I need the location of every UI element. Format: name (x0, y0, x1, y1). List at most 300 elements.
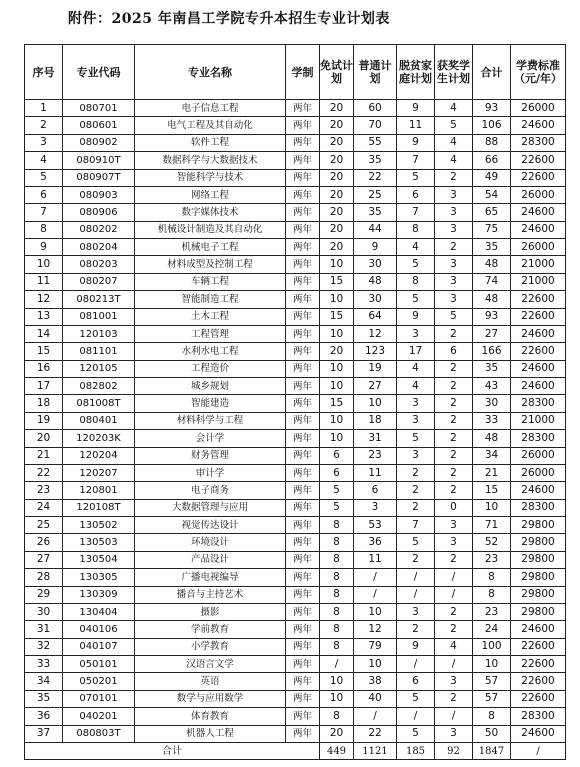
cell-regular: / (354, 569, 397, 586)
cell-no: 19 (25, 412, 63, 429)
cell-poor: 3 (397, 412, 435, 429)
cell-total: 10 (473, 656, 511, 673)
cell-total: 57 (473, 673, 511, 690)
cell-total: 65 (473, 204, 511, 221)
total-exempt: 449 (320, 742, 354, 759)
cell-fee: 22600 (511, 690, 566, 707)
cell-award: 0 (435, 499, 473, 516)
cell-award: 2 (435, 239, 473, 256)
cell-fee: 24600 (511, 117, 566, 134)
cell-exempt: 20 (320, 117, 354, 134)
cell-name: 水利水电工程 (135, 343, 286, 360)
cell-total: 27 (473, 325, 511, 342)
table-row (25, 169, 566, 186)
cell-total: 48 (473, 256, 511, 273)
cell-name: 数字媒体技术 (135, 204, 286, 221)
cell-poor: 7 (397, 517, 435, 534)
cell-name: 大数据管理与应用 (135, 499, 286, 516)
table-row (25, 395, 566, 412)
table-row (25, 673, 566, 690)
cell-term: 两年 (286, 569, 320, 586)
cell-no: 35 (25, 690, 63, 707)
table-row (25, 273, 566, 290)
cell-total: 43 (473, 378, 511, 395)
cell-exempt: 15 (320, 395, 354, 412)
cell-code: 120203K (63, 430, 135, 447)
cell-regular: 11 (354, 464, 397, 481)
header-name: 专业名称 (135, 45, 286, 100)
cell-total: 93 (473, 100, 511, 117)
cell-fee: 24600 (511, 325, 566, 342)
cell-fee: 24600 (511, 482, 566, 499)
table-row (25, 100, 566, 117)
cell-total: 33 (473, 412, 511, 429)
cell-exempt: 20 (320, 100, 354, 117)
cell-name: 英语 (135, 673, 286, 690)
cell-name: 广播电视编导 (135, 569, 286, 586)
cell-total: 48 (473, 291, 511, 308)
cell-poor: 5 (397, 291, 435, 308)
table-row (25, 708, 566, 725)
cell-poor: 2 (397, 482, 435, 499)
table-row (25, 534, 566, 551)
cell-no: 18 (25, 395, 63, 412)
cell-poor: 4 (397, 378, 435, 395)
cell-poor: 2 (397, 551, 435, 568)
cell-code: 080207 (63, 273, 135, 290)
cell-total: 88 (473, 134, 511, 151)
cell-regular: 27 (354, 378, 397, 395)
cell-code: 120801 (63, 482, 135, 499)
cell-no: 37 (25, 725, 63, 742)
cell-name: 会计学 (135, 430, 286, 447)
cell-term: 两年 (286, 673, 320, 690)
cell-award: 2 (435, 169, 473, 186)
cell-exempt: 20 (320, 239, 354, 256)
cell-term: 两年 (286, 204, 320, 221)
cell-poor: 8 (397, 273, 435, 290)
cell-award: 3 (435, 204, 473, 221)
cell-regular: 64 (354, 308, 397, 325)
table-row (25, 447, 566, 464)
cell-total: 10 (473, 499, 511, 516)
total-regular: 1121 (354, 742, 397, 759)
cell-term: 两年 (286, 690, 320, 707)
cell-code: 130503 (63, 534, 135, 551)
cell-code: 081101 (63, 343, 135, 360)
cell-no: 20 (25, 430, 63, 447)
header-exempt-label: 免试计划 (320, 59, 353, 85)
cell-exempt: 8 (320, 517, 354, 534)
cell-term: 两年 (286, 430, 320, 447)
cell-total: 15 (473, 482, 511, 499)
cell-term: 两年 (286, 603, 320, 620)
cell-no: 34 (25, 673, 63, 690)
cell-exempt: 10 (320, 430, 354, 447)
cell-name: 城乡规划 (135, 378, 286, 395)
cell-code: 120207 (63, 464, 135, 481)
cell-poor: 5 (397, 169, 435, 186)
cell-name: 网络工程 (135, 186, 286, 203)
cell-exempt: 20 (320, 725, 354, 742)
cell-regular: 10 (354, 395, 397, 412)
cell-code: 081008T (63, 395, 135, 412)
header-total: 合计 (473, 45, 511, 100)
cell-code: 080213T (63, 291, 135, 308)
cell-award: 4 (435, 152, 473, 169)
total-award: 92 (435, 742, 473, 759)
cell-name: 电子信息工程 (135, 100, 286, 117)
cell-total: 24 (473, 621, 511, 638)
total-label: 合计 (25, 742, 320, 759)
cell-term: 两年 (286, 378, 320, 395)
cell-regular: / (354, 586, 397, 603)
cell-award: / (435, 656, 473, 673)
table-row (25, 152, 566, 169)
cell-name: 材料成型及控制工程 (135, 256, 286, 273)
cell-fee: 28300 (511, 134, 566, 151)
cell-award: 4 (435, 134, 473, 151)
cell-fee: 29800 (511, 517, 566, 534)
header-poor (397, 45, 435, 100)
cell-code: 080906 (63, 204, 135, 221)
cell-code: 080401 (63, 412, 135, 429)
cell-total: 8 (473, 569, 511, 586)
cell-regular: 19 (354, 360, 397, 377)
cell-exempt: 8 (320, 621, 354, 638)
cell-code: 080204 (63, 239, 135, 256)
cell-exempt: 8 (320, 534, 354, 551)
total-total: 1847 (473, 742, 511, 759)
cell-code: 080203 (63, 256, 135, 273)
cell-poor: 5 (397, 534, 435, 551)
cell-award: 3 (435, 273, 473, 290)
table-row (25, 412, 566, 429)
cell-term: 两年 (286, 586, 320, 603)
cell-name: 工程造价 (135, 360, 286, 377)
cell-total: 54 (473, 186, 511, 203)
cell-term: 两年 (286, 239, 320, 256)
table-row (25, 482, 566, 499)
cell-poor: / (397, 569, 435, 586)
header-award (435, 45, 473, 100)
cell-total: 35 (473, 239, 511, 256)
cell-regular: 22 (354, 169, 397, 186)
cell-term: 两年 (286, 221, 320, 238)
cell-name: 智能科学与技术 (135, 169, 286, 186)
cell-name: 体育教育 (135, 708, 286, 725)
cell-exempt: 20 (320, 169, 354, 186)
cell-term: 两年 (286, 499, 320, 516)
table-row (25, 499, 566, 516)
cell-name: 智能制造工程 (135, 291, 286, 308)
cell-total: 23 (473, 551, 511, 568)
cell-poor: 5 (397, 725, 435, 742)
cell-total: 166 (473, 343, 511, 360)
total-poor: 185 (397, 742, 435, 759)
cell-poor: 9 (397, 308, 435, 325)
cell-regular: 48 (354, 273, 397, 290)
cell-poor: / (397, 656, 435, 673)
cell-fee: 28300 (511, 395, 566, 412)
cell-exempt: 10 (320, 690, 354, 707)
cell-no: 30 (25, 603, 63, 620)
cell-fee: 24600 (511, 221, 566, 238)
table-row (25, 308, 566, 325)
cell-code: 080902 (63, 134, 135, 151)
cell-exempt: 10 (320, 291, 354, 308)
cell-poor: / (397, 586, 435, 603)
cell-fee: 29800 (511, 603, 566, 620)
cell-total: 8 (473, 586, 511, 603)
cell-fee: 22600 (511, 673, 566, 690)
cell-fee: 28300 (511, 430, 566, 447)
cell-award: / (435, 708, 473, 725)
table-row (25, 360, 566, 377)
cell-no: 6 (25, 186, 63, 203)
cell-award: / (435, 586, 473, 603)
cell-term: 两年 (286, 100, 320, 117)
cell-award: 5 (435, 117, 473, 134)
cell-poor: 8 (397, 221, 435, 238)
cell-total: 30 (473, 395, 511, 412)
cell-award: 3 (435, 534, 473, 551)
cell-code: 070101 (63, 690, 135, 707)
cell-name: 数学与应用数学 (135, 690, 286, 707)
cell-name: 电子商务 (135, 482, 286, 499)
cell-term: 两年 (286, 325, 320, 342)
cell-fee: 29800 (511, 569, 566, 586)
cell-term: 两年 (286, 186, 320, 203)
header-term: 学制 (286, 45, 320, 100)
cell-regular: 44 (354, 221, 397, 238)
table-row (25, 517, 566, 534)
cell-term: 两年 (286, 134, 320, 151)
cell-exempt: / (320, 656, 354, 673)
cell-regular: / (354, 708, 397, 725)
cell-name: 工程管理 (135, 325, 286, 342)
cell-exempt: 5 (320, 499, 354, 516)
header-exempt (320, 45, 354, 100)
cell-award: 2 (435, 378, 473, 395)
cell-fee: 22600 (511, 308, 566, 325)
cell-term: 两年 (286, 395, 320, 412)
cell-regular: 123 (354, 343, 397, 360)
total-row (25, 742, 566, 759)
cell-code: 040201 (63, 708, 135, 725)
cell-name: 机器人工程 (135, 725, 286, 742)
cell-exempt: 15 (320, 308, 354, 325)
cell-fee: 24600 (511, 378, 566, 395)
cell-no: 29 (25, 586, 63, 603)
cell-name: 学前教育 (135, 621, 286, 638)
cell-exempt: 10 (320, 256, 354, 273)
cell-term: 两年 (286, 551, 320, 568)
cell-total: 50 (473, 725, 511, 742)
cell-exempt: 20 (320, 186, 354, 203)
table-row (25, 256, 566, 273)
header-fee (511, 45, 566, 100)
cell-exempt: 8 (320, 551, 354, 568)
cell-code: 080202 (63, 221, 135, 238)
cell-code: 120105 (63, 360, 135, 377)
cell-fee: 21000 (511, 256, 566, 273)
cell-fee: 22600 (511, 152, 566, 169)
cell-regular: 53 (354, 517, 397, 534)
cell-code: 080803T (63, 725, 135, 742)
table-row (25, 690, 566, 707)
cell-total: 74 (473, 273, 511, 290)
table-row (25, 430, 566, 447)
cell-name: 环境设计 (135, 534, 286, 551)
cell-award: 2 (435, 447, 473, 464)
cell-fee: 21000 (511, 273, 566, 290)
cell-name: 机械设计制造及其自动化 (135, 221, 286, 238)
cell-total: 57 (473, 690, 511, 707)
cell-award: 5 (435, 308, 473, 325)
header-no: 序号 (25, 45, 63, 100)
cell-no: 26 (25, 534, 63, 551)
cell-fee: 24600 (511, 621, 566, 638)
table-row (25, 325, 566, 342)
cell-exempt: 20 (320, 221, 354, 238)
cell-total: 75 (473, 221, 511, 238)
cell-total: 52 (473, 534, 511, 551)
cell-poor: 3 (397, 325, 435, 342)
cell-exempt: 5 (320, 482, 354, 499)
table-row (25, 204, 566, 221)
cell-regular: 23 (354, 447, 397, 464)
cell-code: 080903 (63, 186, 135, 203)
table-row (25, 603, 566, 620)
cell-award: 3 (435, 256, 473, 273)
cell-fee: 22600 (511, 638, 566, 655)
table-row (25, 621, 566, 638)
cell-fee: 28300 (511, 708, 566, 725)
cell-award: 3 (435, 291, 473, 308)
cell-exempt: 15 (320, 273, 354, 290)
cell-no: 13 (25, 308, 63, 325)
cell-exempt: 10 (320, 378, 354, 395)
cell-poor: 7 (397, 204, 435, 221)
cell-poor: 6 (397, 186, 435, 203)
cell-exempt: 20 (320, 152, 354, 169)
cell-award: 2 (435, 430, 473, 447)
cell-poor: 11 (397, 117, 435, 134)
cell-code: 130502 (63, 517, 135, 534)
cell-fee: 22600 (511, 343, 566, 360)
cell-fee: 28300 (511, 499, 566, 516)
cell-regular: 10 (354, 603, 397, 620)
table-row (25, 134, 566, 151)
cell-poor: 5 (397, 256, 435, 273)
cell-no: 4 (25, 152, 63, 169)
cell-fee: 26000 (511, 464, 566, 481)
cell-term: 两年 (286, 360, 320, 377)
cell-total: 34 (473, 447, 511, 464)
cell-award: 2 (435, 412, 473, 429)
cell-no: 31 (25, 621, 63, 638)
table-row (25, 117, 566, 134)
cell-total: 66 (473, 152, 511, 169)
cell-term: 两年 (286, 343, 320, 360)
cell-fee: 29800 (511, 534, 566, 551)
cell-term: 两年 (286, 638, 320, 655)
cell-fee: 26000 (511, 100, 566, 117)
cell-poor: 6 (397, 673, 435, 690)
cell-award: 2 (435, 482, 473, 499)
cell-code: 120108T (63, 499, 135, 516)
cell-term: 两年 (286, 482, 320, 499)
cell-award: 3 (435, 725, 473, 742)
cell-exempt: 6 (320, 447, 354, 464)
cell-fee: 29800 (511, 586, 566, 603)
cell-name: 产品设计 (135, 551, 286, 568)
table-row (25, 239, 566, 256)
header-award-label: 获奖学生计划 (437, 59, 470, 85)
cell-name: 土木工程 (135, 308, 286, 325)
cell-poor: 7 (397, 152, 435, 169)
cell-regular: 6 (354, 482, 397, 499)
header-regular (354, 45, 397, 100)
table-row (25, 551, 566, 568)
cell-no: 24 (25, 499, 63, 516)
cell-no: 10 (25, 256, 63, 273)
cell-name: 智能建造 (135, 395, 286, 412)
cell-name: 财务管理 (135, 447, 286, 464)
table-row (25, 586, 566, 603)
cell-total: 48 (473, 430, 511, 447)
cell-regular: 36 (354, 534, 397, 551)
cell-award: 6 (435, 343, 473, 360)
cell-total: 49 (473, 169, 511, 186)
cell-no: 8 (25, 221, 63, 238)
cell-no: 14 (25, 325, 63, 342)
cell-poor: 3 (397, 447, 435, 464)
cell-name: 摄影 (135, 603, 286, 620)
table-row (25, 725, 566, 742)
cell-code: 080907T (63, 169, 135, 186)
cell-no: 3 (25, 134, 63, 151)
cell-code: 130404 (63, 603, 135, 620)
cell-no: 15 (25, 343, 63, 360)
cell-term: 两年 (286, 291, 320, 308)
cell-no: 12 (25, 291, 63, 308)
cell-code: 080701 (63, 100, 135, 117)
cell-poor: 5 (397, 430, 435, 447)
cell-term: 两年 (286, 308, 320, 325)
cell-no: 27 (25, 551, 63, 568)
cell-term: 两年 (286, 725, 320, 742)
header-regular-label: 普通计划 (358, 59, 392, 85)
cell-total: 100 (473, 638, 511, 655)
cell-name: 数据科学与大数据技术 (135, 152, 286, 169)
header-code: 专业代码 (63, 45, 135, 100)
cell-poor: 3 (397, 395, 435, 412)
cell-award: 2 (435, 464, 473, 481)
cell-term: 两年 (286, 621, 320, 638)
cell-award: 2 (435, 395, 473, 412)
cell-no: 33 (25, 656, 63, 673)
cell-fee: 29800 (511, 551, 566, 568)
cell-no: 9 (25, 239, 63, 256)
cell-award: / (435, 569, 473, 586)
cell-exempt: 8 (320, 569, 354, 586)
cell-regular: 38 (354, 673, 397, 690)
cell-fee: 22600 (511, 656, 566, 673)
table-row (25, 464, 566, 481)
cell-regular: 18 (354, 412, 397, 429)
